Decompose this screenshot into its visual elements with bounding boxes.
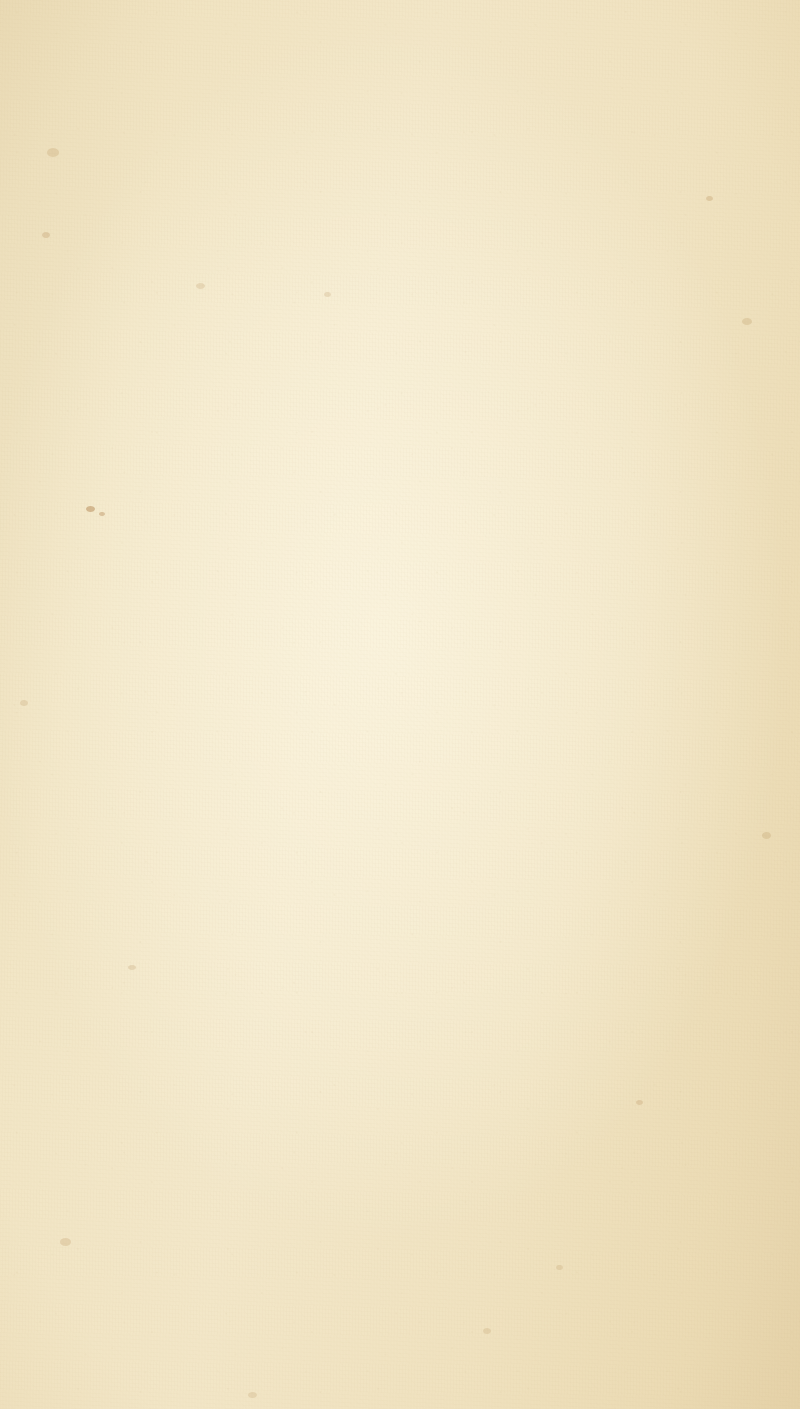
paragraph-spacer xyxy=(137,281,693,323)
text-line xyxy=(137,474,693,512)
text-line xyxy=(137,398,693,436)
text-line xyxy=(137,323,693,361)
text-line xyxy=(137,927,693,965)
text-line xyxy=(137,738,693,776)
text-line xyxy=(137,890,693,928)
text-line xyxy=(137,549,693,587)
text-line xyxy=(137,965,693,1003)
text-line xyxy=(137,814,693,852)
text-line xyxy=(137,512,693,550)
text-line xyxy=(137,436,693,474)
text-line xyxy=(137,243,693,281)
text-line xyxy=(137,587,693,625)
body-paragraph xyxy=(137,323,693,1041)
text-line xyxy=(137,701,693,739)
page-text-block xyxy=(137,205,693,1041)
carryover-paragraph xyxy=(137,205,693,281)
text-line xyxy=(137,663,693,701)
text-line xyxy=(137,205,693,243)
text-line xyxy=(137,776,693,814)
text-line xyxy=(137,852,693,890)
text-line xyxy=(137,1003,693,1041)
text-line xyxy=(137,360,693,398)
text-line xyxy=(137,625,693,663)
